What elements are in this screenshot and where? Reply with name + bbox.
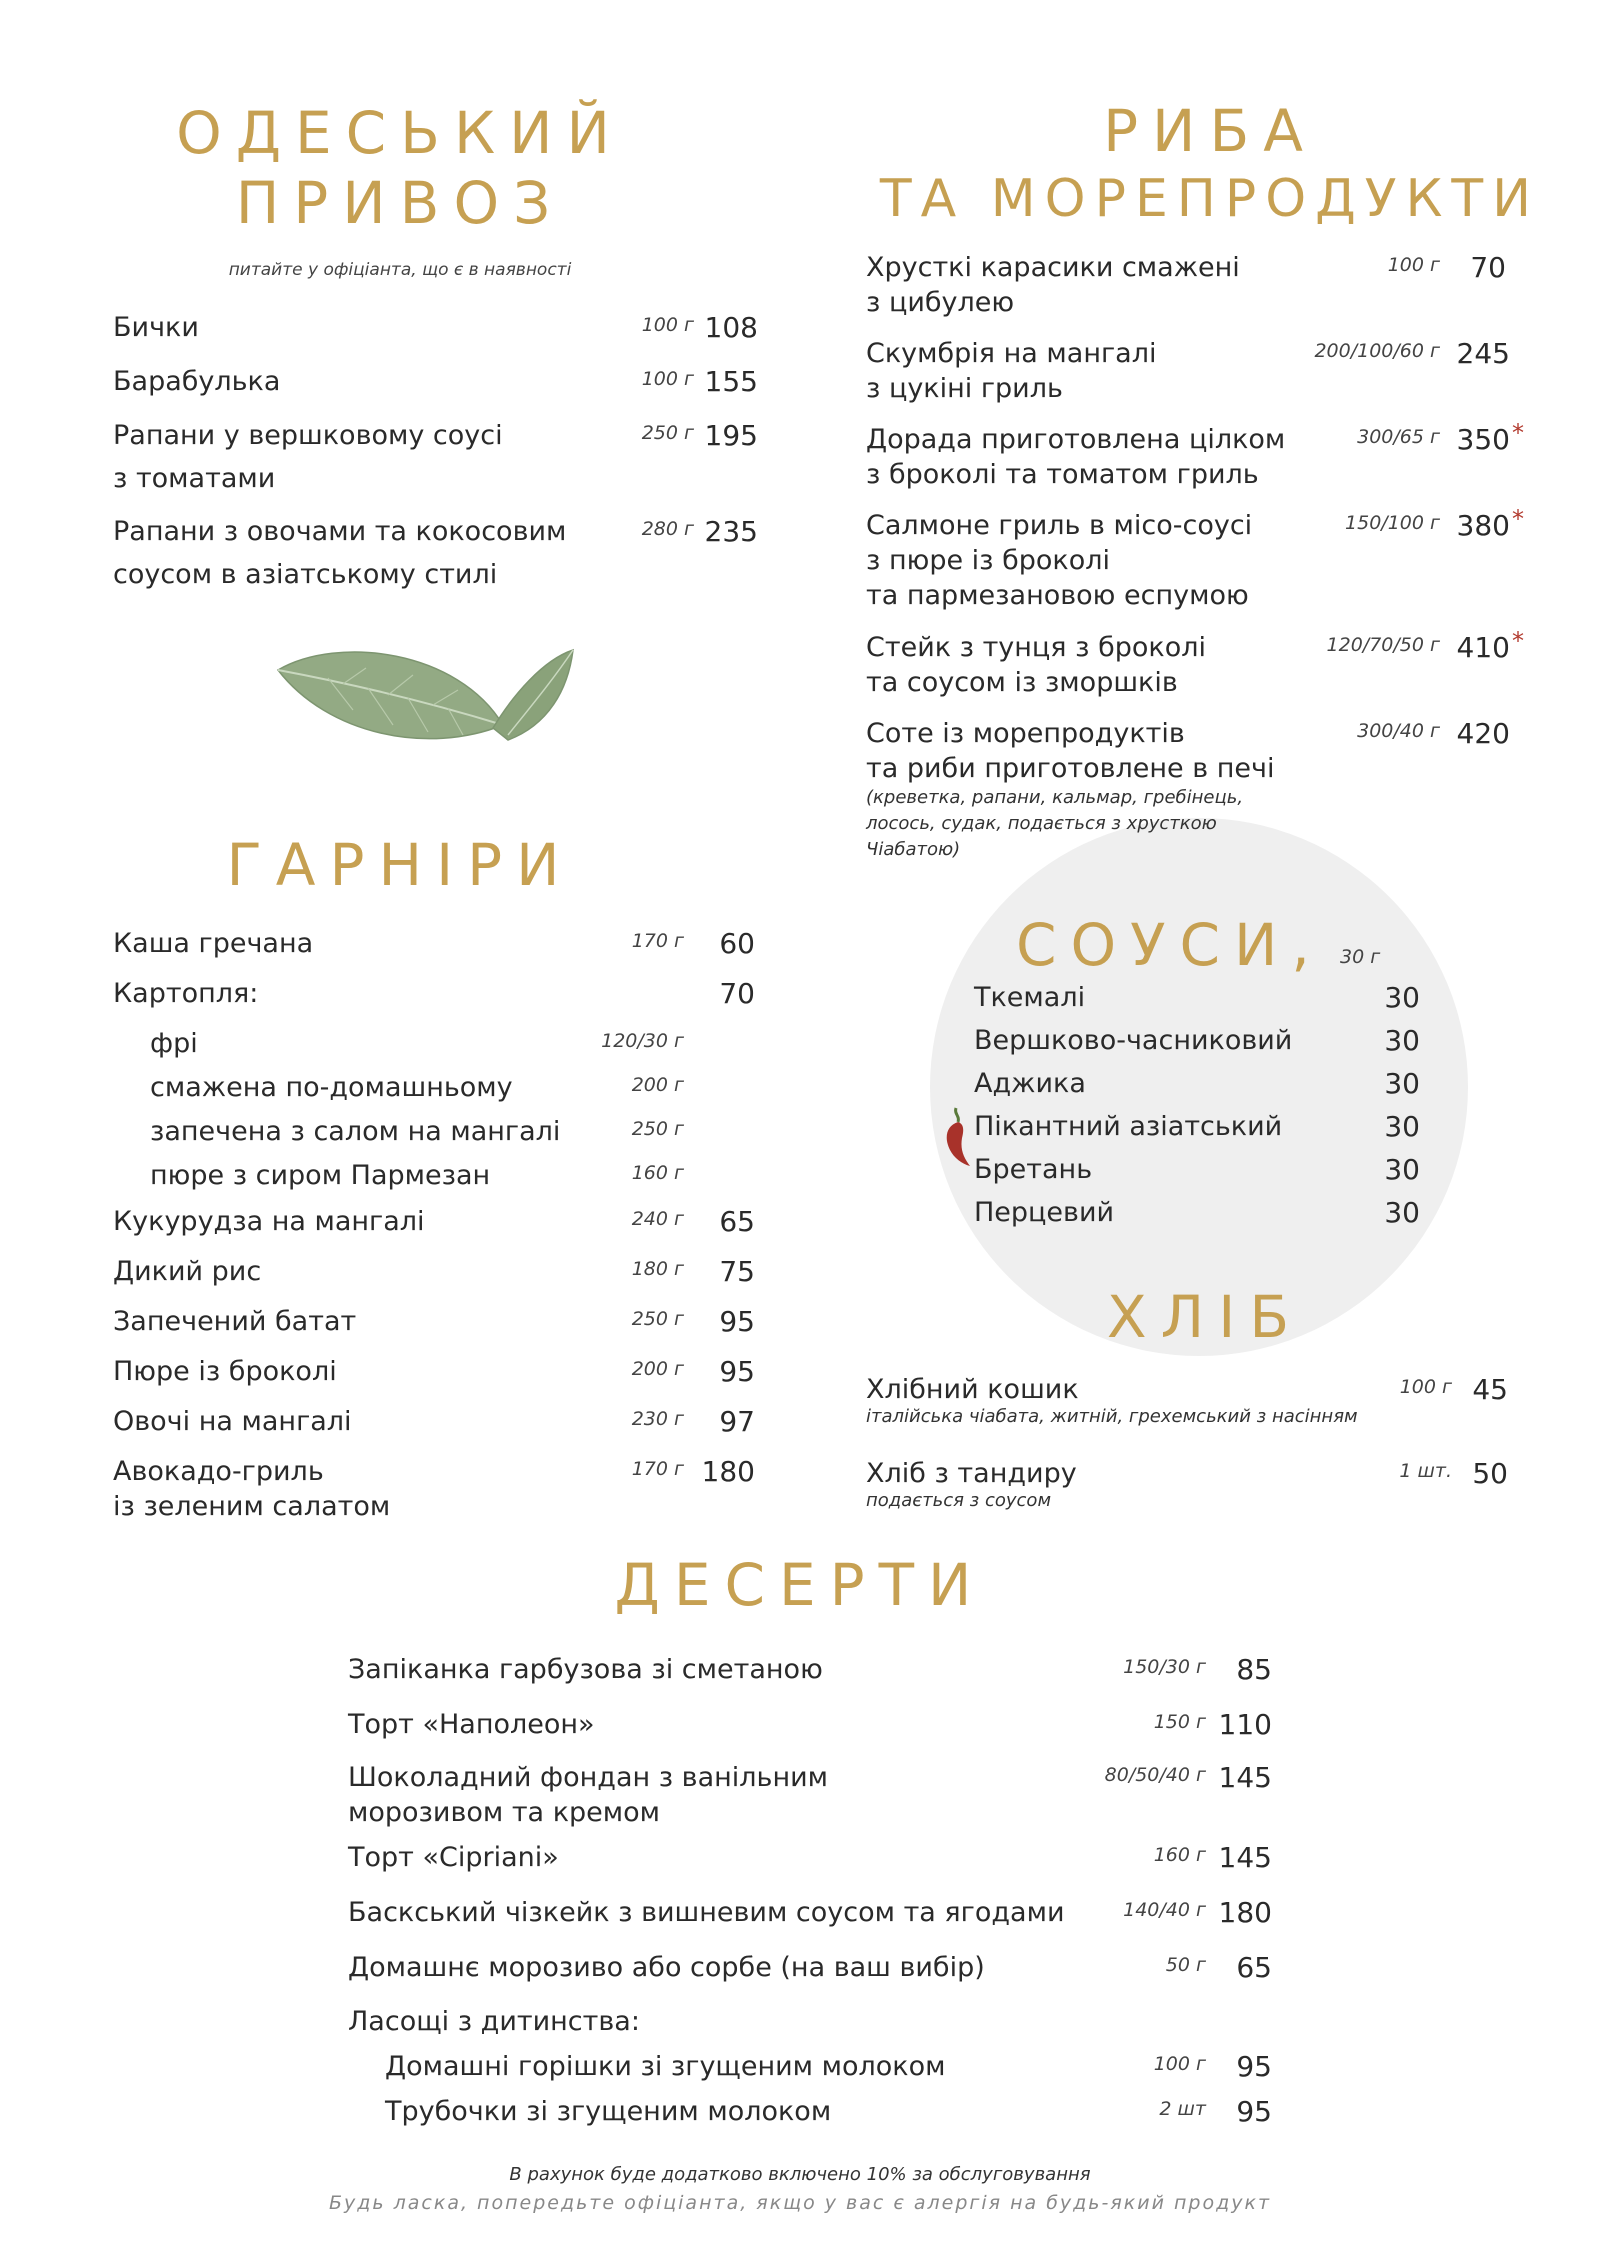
garnish-subitem-weight: 120/30 г bbox=[601, 1030, 684, 1052]
dessert-item-name-cont: морозивом та кремом bbox=[348, 1797, 661, 1828]
fish-item-price-value: 410 bbox=[1456, 631, 1510, 664]
odesa-item-weight: 250 г bbox=[641, 422, 694, 444]
leaf-illustration bbox=[268, 640, 578, 760]
garnish-subitem-name: пюре з сиром Пармезан bbox=[150, 1160, 491, 1191]
fish-item-name: Соте із морепродуктів bbox=[866, 718, 1185, 749]
odesa-item-name-cont: соусом в азіатському стилі bbox=[113, 559, 498, 590]
garnish-item-price: 75 bbox=[719, 1255, 755, 1288]
odesa-item-price: 155 bbox=[704, 365, 758, 398]
fish-item-description: лосось, судак, подається з хрусткою bbox=[866, 813, 1217, 834]
bread-item-name: Хлібний кошик bbox=[866, 1374, 1079, 1405]
odesa-item-weight: 280 г bbox=[641, 518, 694, 540]
fish-item-weight: 300/40 г bbox=[1357, 720, 1440, 742]
garnish-item-price: 70 bbox=[719, 977, 755, 1010]
chili-pepper-icon bbox=[938, 1104, 974, 1168]
desserts-title: ДЕСЕРТИ bbox=[614, 1551, 986, 1619]
garnish-item-weight: 170 г bbox=[631, 930, 684, 952]
odesa-item-name-cont: з томатами bbox=[113, 463, 276, 494]
sauce-item-price: 30 bbox=[1384, 1153, 1420, 1186]
dessert-item-name: Торт «Наполеон» bbox=[348, 1709, 595, 1740]
odesa-title-line2: ПРИВОЗ bbox=[235, 169, 565, 237]
fish-item-weight: 100 г bbox=[1387, 254, 1440, 276]
fish-item-price: 420 bbox=[1456, 717, 1510, 750]
garnish-item-name: Дикий рис bbox=[113, 1256, 262, 1287]
fish-title-line1: РИБА bbox=[1103, 97, 1317, 165]
garnish-item-name: Пюре із броколі bbox=[113, 1356, 337, 1387]
fish-item-name-cont: та пармезановою еспумою bbox=[866, 580, 1249, 611]
fish-title-line2: ТА МОРЕПРОДУКТИ bbox=[879, 169, 1541, 229]
garnish-item-name-cont: із зеленим салатом bbox=[113, 1491, 391, 1522]
garnish-item-weight: 230 г bbox=[631, 1408, 684, 1430]
dessert-item-weight: 2 шт bbox=[1159, 2098, 1206, 2120]
garnish-subitem-weight: 160 г bbox=[631, 1162, 684, 1184]
fish-item-name: Дорада приготовлена цілком bbox=[866, 424, 1286, 455]
odesa-item-weight: 100 г bbox=[641, 368, 694, 390]
sauce-item-name: Бретань bbox=[974, 1154, 1093, 1185]
odesa-item-name: Бички bbox=[113, 312, 199, 343]
garnish-item-name: Картопля: bbox=[113, 978, 259, 1009]
service-charge-note: В рахунок буде додатково включено 10% за обслуговування bbox=[509, 2164, 1091, 2185]
dessert-item-weight: 80/50/40 г bbox=[1104, 1764, 1206, 1786]
fish-item-price-value: 380 bbox=[1456, 509, 1510, 542]
garnish-item-weight: 250 г bbox=[631, 1308, 684, 1330]
sauce-item-name: Вершково-часниковий bbox=[974, 1025, 1293, 1056]
fish-item-name-cont: з цибулею bbox=[866, 287, 1015, 318]
bread-item-description: італійська чіабата, житній, грехемський з насінням bbox=[866, 1406, 1358, 1427]
garnish-item-name: Кукурудза на мангалі bbox=[113, 1206, 425, 1237]
bread-item-weight: 1 шт. bbox=[1399, 1460, 1452, 1482]
chef-star-mark: * bbox=[1512, 505, 1524, 533]
garnish-subitem-weight: 200 г bbox=[631, 1074, 684, 1096]
sauce-item-name: Аджика bbox=[974, 1068, 1086, 1099]
dessert-item-weight: 150/30 г bbox=[1123, 1656, 1206, 1678]
garnish-item-price: 95 bbox=[719, 1305, 755, 1338]
sauce-item-price: 30 bbox=[1384, 981, 1420, 1014]
garnish-item-price: 65 bbox=[719, 1205, 755, 1238]
fish-item-name: Скумбрія на мангалі bbox=[866, 338, 1157, 369]
dessert-item-price: 95 bbox=[1236, 2095, 1272, 2128]
garnish-title: ГАРНІРИ bbox=[226, 831, 574, 899]
garnish-item-weight: 180 г bbox=[631, 1258, 684, 1280]
allergy-note: Будь ласка, попередьте офіціанта, якщо у вас є алергія на будь-який продукт bbox=[328, 2192, 1272, 2214]
fish-item-price: 70 bbox=[1470, 251, 1506, 284]
fish-item-weight: 200/100/60 г bbox=[1314, 340, 1440, 362]
fish-item-price bbox=[1430, 505, 1524, 545]
chef-star-mark: * bbox=[1512, 419, 1524, 447]
bread-item-weight: 100 г bbox=[1399, 1376, 1452, 1398]
dessert-item-name: Домашнє морозиво або сорбе (на ваш вибір) bbox=[348, 1952, 985, 1983]
fish-item-name-cont: та риби приготовлене в печі bbox=[866, 753, 1275, 784]
dessert-item-price: 95 bbox=[1236, 2050, 1272, 2083]
sauce-item-price: 30 bbox=[1384, 1196, 1420, 1229]
dessert-item-weight: 150 г bbox=[1153, 1711, 1206, 1733]
fish-item-description: Чіабатою) bbox=[866, 839, 961, 860]
fish-item-weight: 300/65 г bbox=[1357, 426, 1440, 448]
odesa-item-weight: 100 г bbox=[641, 314, 694, 336]
fish-item-name-cont: та соусом із зморшків bbox=[866, 667, 1178, 698]
chef-star-mark: * bbox=[1512, 627, 1524, 655]
dessert-item-name: Торт «Cipriani» bbox=[348, 1842, 559, 1873]
dessert-group-label: Ласощі з дитинства: bbox=[348, 2006, 640, 2037]
garnish-item-price: 180 bbox=[701, 1455, 755, 1488]
sauce-item-name: Пікантний азіатський bbox=[974, 1111, 1283, 1142]
bread-item-name: Хліб з тандиру bbox=[866, 1458, 1077, 1489]
odesa-title-line1: ОДЕСЬКИЙ bbox=[176, 99, 624, 167]
garnish-item-name: Запечений батат bbox=[113, 1306, 357, 1337]
dessert-subitem-name: Трубочки зі згущеним молоком bbox=[385, 2096, 832, 2127]
garnish-item-price: 95 bbox=[719, 1355, 755, 1388]
bread-item-description: подається з соусом bbox=[866, 1490, 1052, 1511]
dessert-item-price: 145 bbox=[1218, 1761, 1272, 1794]
garnish-subitem-name: запечена з салом на мангалі bbox=[150, 1116, 561, 1147]
odesa-note: питайте у офіціанта, що є в наявності bbox=[228, 260, 572, 280]
fish-item-name-cont: з броколі та томатом гриль bbox=[866, 459, 1259, 490]
bread-item-price: 50 bbox=[1472, 1457, 1508, 1490]
dessert-item-price: 85 bbox=[1236, 1653, 1272, 1686]
sauce-item-price: 30 bbox=[1384, 1067, 1420, 1100]
sauce-item-price: 30 bbox=[1384, 1024, 1420, 1057]
fish-item-name: Салмоне гриль в місо-соусі bbox=[866, 510, 1253, 541]
fish-item-name: Стейк з тунця з броколі bbox=[866, 632, 1206, 663]
fish-item-weight: 150/100 г bbox=[1345, 512, 1440, 534]
fish-item-price bbox=[1430, 627, 1524, 667]
sauce-item-name: Перцевий bbox=[974, 1197, 1115, 1228]
garnish-item-price: 60 bbox=[719, 927, 755, 960]
odesa-item-price: 108 bbox=[704, 311, 758, 344]
garnish-item-weight: 200 г bbox=[631, 1358, 684, 1380]
garnish-item-name: Каша гречана bbox=[113, 928, 314, 959]
fish-item-description: (креветка, рапани, кальмар, гребінець, bbox=[866, 787, 1244, 808]
fish-item-name-cont: з цукіні гриль bbox=[866, 373, 1063, 404]
dessert-item-name: Шоколадний фондан з ванільним bbox=[348, 1762, 829, 1793]
garnish-item-weight: 240 г bbox=[631, 1208, 684, 1230]
garnish-subitem-name: смажена по-домашньому bbox=[150, 1072, 513, 1103]
garnish-item-name: Авокадо-гриль bbox=[113, 1456, 324, 1487]
dessert-item-name: Запіканка гарбузова зі сметаною bbox=[348, 1654, 823, 1685]
sauce-item-price: 30 bbox=[1384, 1110, 1420, 1143]
fish-item-price: 245 bbox=[1456, 337, 1510, 370]
dessert-item-weight: 100 г bbox=[1153, 2053, 1206, 2075]
odesa-item-name: Рапани у вершковому соусі bbox=[113, 420, 503, 451]
garnish-subitem-weight: 250 г bbox=[631, 1118, 684, 1140]
odesa-item-price: 235 bbox=[704, 515, 758, 548]
odesa-item-name: Барабулька bbox=[113, 366, 281, 397]
dessert-item-name: Баскський чізкейк з вишневим соусом та ягодами bbox=[348, 1897, 1065, 1928]
fish-item-price bbox=[1430, 419, 1524, 459]
dessert-subitem-name: Домашні горішки зі згущеним молоком bbox=[385, 2051, 946, 2082]
dessert-item-weight: 160 г bbox=[1153, 1844, 1206, 1866]
dessert-item-price: 65 bbox=[1236, 1951, 1272, 1984]
garnish-item-weight: 170 г bbox=[631, 1458, 684, 1480]
odesa-item-name: Рапани з овочами та кокосовим bbox=[113, 516, 567, 547]
fish-item-price-value: 350 bbox=[1456, 423, 1510, 456]
odesa-item-price: 195 bbox=[704, 419, 758, 452]
dessert-item-price: 145 bbox=[1218, 1841, 1272, 1874]
bread-title: ХЛІБ bbox=[1106, 1283, 1304, 1351]
bread-item-price: 45 bbox=[1472, 1373, 1508, 1406]
dessert-item-price: 110 bbox=[1218, 1708, 1272, 1741]
fish-item-name-cont: з пюре із броколі bbox=[866, 545, 1110, 576]
dessert-item-weight: 140/40 г bbox=[1123, 1899, 1206, 1921]
sauces-weight: 30 г bbox=[1340, 946, 1381, 968]
dessert-item-price: 180 bbox=[1218, 1896, 1272, 1929]
sauce-item-name: Ткемалі bbox=[974, 982, 1086, 1013]
garnish-item-name: Овочі на мангалі bbox=[113, 1406, 352, 1437]
fish-item-weight: 120/70/50 г bbox=[1326, 634, 1440, 656]
sauces-title: СОУСИ, bbox=[1016, 911, 1324, 979]
garnish-subitem-name: фрі bbox=[150, 1028, 198, 1059]
garnish-item-price: 97 bbox=[719, 1405, 755, 1438]
fish-item-name: Хрусткі карасики смажені bbox=[866, 252, 1240, 283]
dessert-item-weight: 50 г bbox=[1165, 1954, 1206, 1976]
